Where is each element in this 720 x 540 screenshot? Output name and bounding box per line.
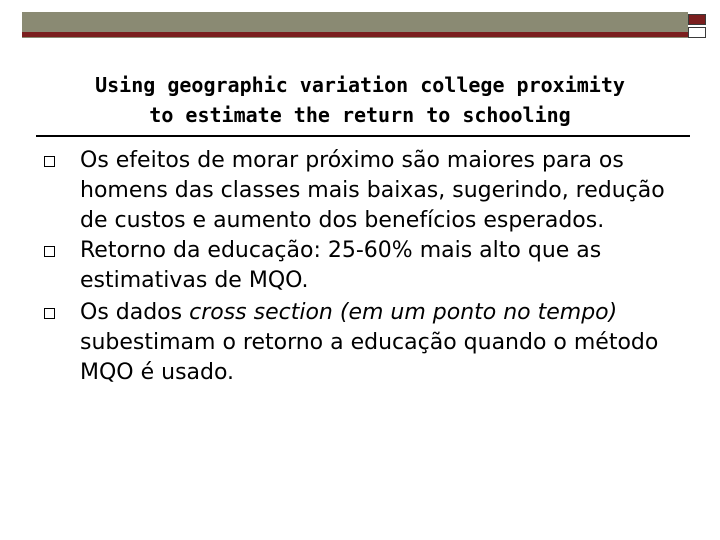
bullet-3-prefix: Os dados xyxy=(80,300,190,325)
corner-filled-square-icon xyxy=(688,14,706,25)
slide-title xyxy=(30,70,690,130)
bullet-text-2: Retorno da educação: 25-60% mais alto que as estimativas de MQO. xyxy=(80,238,602,293)
slide-title-line-2: to estimate the return to schooling xyxy=(149,103,571,127)
hollow-square-icon xyxy=(44,308,55,319)
slide-title-line-1: Using geographic variation college proximity xyxy=(95,73,625,97)
hollow-square-icon xyxy=(44,156,55,167)
corner-hollow-square-icon xyxy=(688,27,706,38)
bullet-text-1: Os efeitos de morar próximo são maiores para os homens das classes mais baixas, sugerindo, redução de custos e aumento dos benefícios esperados. xyxy=(80,148,665,233)
bullet-list xyxy=(36,146,690,388)
bullet-text-3 xyxy=(80,298,690,388)
top-accent-line xyxy=(22,32,688,37)
bullet-3-suffix: subestimam o retorno a educação quando o método MQO é usado. xyxy=(80,330,659,385)
bullet-item-2 xyxy=(36,236,690,296)
title-divider xyxy=(36,135,690,137)
bullet-item-3 xyxy=(36,298,690,388)
hollow-square-icon xyxy=(44,246,55,257)
bullet-item-1 xyxy=(36,146,690,236)
bullet-3-italic: cross section (em um ponto no tempo) xyxy=(189,300,618,325)
